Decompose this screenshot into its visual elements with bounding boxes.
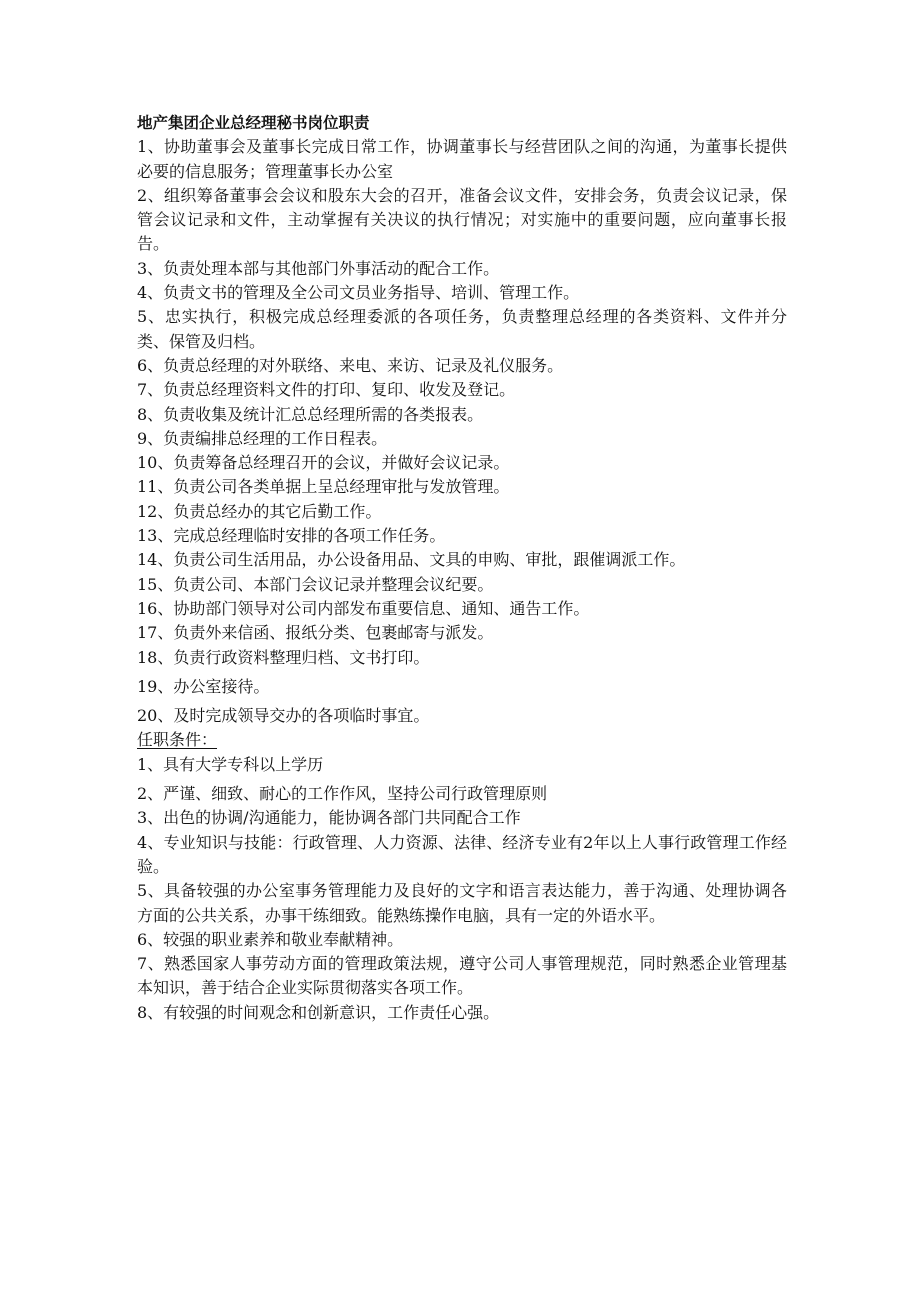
requirements-heading: 任职条件：	[137, 730, 218, 750]
requirements-list	[137, 753, 787, 1025]
duty-item: 3、负责处理本部与其他部门外事活动的配合工作。	[137, 258, 500, 278]
requirement-item: 3、出色的协调/沟通能力，能协调各部门共同配合工作	[137, 808, 521, 828]
duty-item: 13、完成总经理临时安排的各项工作任务。	[137, 526, 446, 546]
duty-item: 9、负责编排总经理的工作日程表。	[137, 428, 388, 448]
document-page	[137, 111, 787, 1025]
duty-item: 2、组织筹备董事会会议和股东大会的召开，准备会议文件，安排会务，负责会议记录，保管会议记录和文件，主动掌握有关决议的执行情况；对实施中的重要问题，应向董事长报告。	[137, 185, 787, 254]
document-title: 地产集团企业总经理秘书岗位职责	[137, 113, 370, 132]
duty-item: 5、忠实执行，积极完成总经理委派的各项任务，负责整理总经理的各类资料、文件并分类、保管及归档。	[137, 307, 787, 351]
duty-item: 19、办公室接待。	[137, 676, 270, 696]
requirement-item: 2、严谨、细致、耐心的工作作风，坚持公司行政管理原则	[137, 784, 548, 804]
duty-item: 12、负责总经办的其它后勤工作。	[137, 501, 382, 521]
duty-item: 18、负责行政资料整理归档、文书打印。	[137, 647, 430, 667]
requirement-item: 1、具有大学专科以上学历	[137, 754, 324, 774]
duty-item: 16、协助部门领导对公司内部发布重要信息、通知、通告工作。	[137, 598, 590, 618]
requirement-item: 4、专业知识与技能：行政管理、人力资源、法律、经济专业有2年以上人事行政管理工作经验。	[137, 832, 787, 876]
requirement-item: 8、有较强的时间观念和创新意识，工作责任心强。	[137, 1002, 500, 1022]
duties-list	[137, 135, 787, 728]
duty-item: 17、负责外来信函、报纸分类、包裹邮寄与派发。	[137, 623, 494, 643]
duty-item: 11、负责公司各类单据上呈总经理审批与发放管理。	[137, 477, 510, 497]
duty-item: 15、负责公司、本部门会议记录并整理会议纪要。	[137, 574, 494, 594]
duty-item: 20、及时完成领导交办的各项临时事宜。	[137, 706, 430, 726]
duty-item: 10、负责筹备总经理召开的会议，并做好会议记录。	[137, 453, 510, 473]
duty-item: 1、协助董事会及董事长完成日常工作，协调董事长与经营团队之间的沟通，为董事长提供必要的信息服务；管理董事长办公室	[137, 137, 787, 181]
duty-item: 7、负责总经理资料文件的打印、复印、收发及登记。	[137, 380, 516, 400]
requirement-item: 7、熟悉国家人事劳动方面的管理政策法规，遵守公司人事管理规范，同时熟悉企业管理基本知识，善于结合企业实际贯彻落实各项工作。	[137, 954, 787, 998]
requirement-item: 5、具备较强的办公室事务管理能力及良好的文字和语言表达能力，善于沟通、处理协调各方面的公共关系，办事干练细致。能熟练操作电脑，具有一定的外语水平。	[137, 881, 787, 925]
duty-item: 8、负责收集及统计汇总总经理所需的各类报表。	[137, 404, 484, 424]
duty-item: 4、负责文书的管理及全公司文员业务指导、培训、管理工作。	[137, 283, 580, 303]
duty-item: 14、负责公司生活用品，办公设备用品、文具的申购、审批，跟催调派工作。	[137, 550, 686, 570]
requirement-item: 6、较强的职业素养和敬业奉献精神。	[137, 929, 404, 949]
duty-item: 6、负责总经理的对外联络、来电、来访、记录及礼仪服务。	[137, 355, 564, 375]
